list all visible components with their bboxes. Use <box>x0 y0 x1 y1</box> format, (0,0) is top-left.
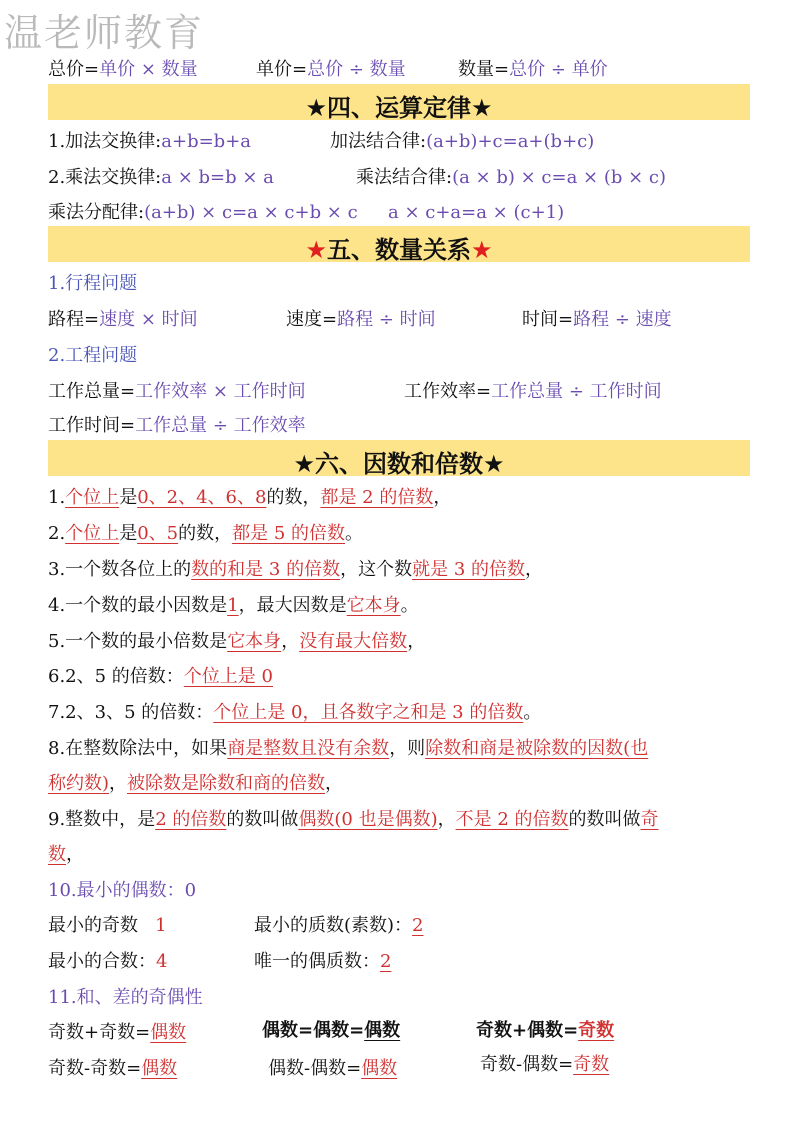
work-efficiency: 工作效率=工作总量 ÷ 工作时间 <box>404 381 662 402</box>
smallest-odd: 最小的奇数 1 <box>48 915 167 936</box>
travel-time: 时间=路程 ÷ 速度 <box>522 309 672 330</box>
formula-total: 总价=单价 × 数量 <box>48 59 198 80</box>
rule-11: 11.和、差的奇偶性 <box>48 987 203 1008</box>
only-even-prime: 唯一的偶质数：2 <box>254 951 392 972</box>
parity-odd-minus-even: 奇数-偶数=奇数 <box>480 1054 610 1075</box>
law-mul-commutative: 2.乘法交换律:a × b=b × a <box>48 167 274 188</box>
rule-10: 10.最小的偶数：0 <box>48 880 197 901</box>
work-problem-heading: 2.工程问题 <box>48 345 138 366</box>
parity-even-even: 偶数=偶数=偶数 <box>262 1020 401 1041</box>
rule-9-line2: 数， <box>48 844 84 865</box>
law-distributive-2: a × c+a=a × (c+1) <box>388 202 565 223</box>
law-add-commutative: 1.加法交换律:a+b=b+a <box>48 131 252 152</box>
parity-even-minus-even: 偶数-偶数=偶数 <box>268 1058 398 1079</box>
section6-title: ★六、因数和倍数★ <box>293 450 505 478</box>
rule-2: 2.个位上是0、5的数，都是 5 的倍数。 <box>48 523 363 544</box>
section5-header <box>48 226 750 262</box>
rule-8-line2: 称约数)，被除数是除数和商的倍数， <box>48 773 344 794</box>
rule-8-line1: 8.在整数除法中，如果商是整数且没有余数，则除数和商是被除数的因数(也 <box>48 738 649 759</box>
travel-problem-heading: 1.行程问题 <box>48 273 138 294</box>
rule-1: 1.个位上是0、2、4、6、8的数，都是 2 的倍数， <box>48 487 452 508</box>
formula-unit-price: 单价=总价 ÷ 数量 <box>256 59 406 80</box>
rule-6: 6.2、5 的倍数：个位上是 0 <box>48 666 273 687</box>
rule-9-line1: 9.整数中，是2 的倍数的数叫做偶数(0 也是偶数)，不是 2 的倍数的数叫做奇 <box>48 809 659 830</box>
law-distributive: 乘法分配律:(a+b) × c=a × c+b × c <box>48 202 358 223</box>
parity-odd-plus-even: 奇数+偶数=奇数 <box>476 1020 615 1041</box>
travel-distance: 路程=速度 × 时间 <box>48 309 198 330</box>
rule-4: 4.一个数的最小因数是1，最大因数是它本身。 <box>48 595 419 616</box>
law-mul-associative: 乘法结合律:(a × b) × c=a × (b × c) <box>356 167 667 188</box>
formula-quantity: 数量=总价 ÷ 单价 <box>458 59 608 80</box>
work-time: 工作时间=工作总量 ÷ 工作效率 <box>48 415 306 436</box>
rule-3: 3.一个数各位上的数的和是 3 的倍数，这个数就是 3 的倍数， <box>48 559 543 580</box>
law-add-associative: 加法结合律:(a+b)+c=a+(b+c) <box>330 131 595 152</box>
watermark: 温老师教育 <box>4 11 205 55</box>
parity-odd-plus-odd: 奇数+奇数=偶数 <box>48 1022 187 1043</box>
section4-header <box>48 84 750 120</box>
section5-title: ★五、数量关系★ <box>305 236 493 264</box>
work-total: 工作总量=工作效率 × 工作时间 <box>48 381 306 402</box>
section4-title: ★四、运算定律★ <box>305 94 493 122</box>
rule-7: 7.2、3、5 的倍数：个位上是 0，且各数字之和是 3 的倍数。 <box>48 702 542 723</box>
rule-5: 5.一个数的最小倍数是它本身，没有最大倍数， <box>48 631 426 652</box>
smallest-composite: 最小的合数：4 <box>48 951 168 972</box>
section6-header <box>48 440 750 476</box>
smallest-prime: 最小的质数(素数)：2 <box>254 915 424 936</box>
parity-odd-minus-odd: 奇数-奇数=偶数 <box>48 1058 178 1079</box>
travel-speed: 速度=路程 ÷ 时间 <box>286 309 436 330</box>
